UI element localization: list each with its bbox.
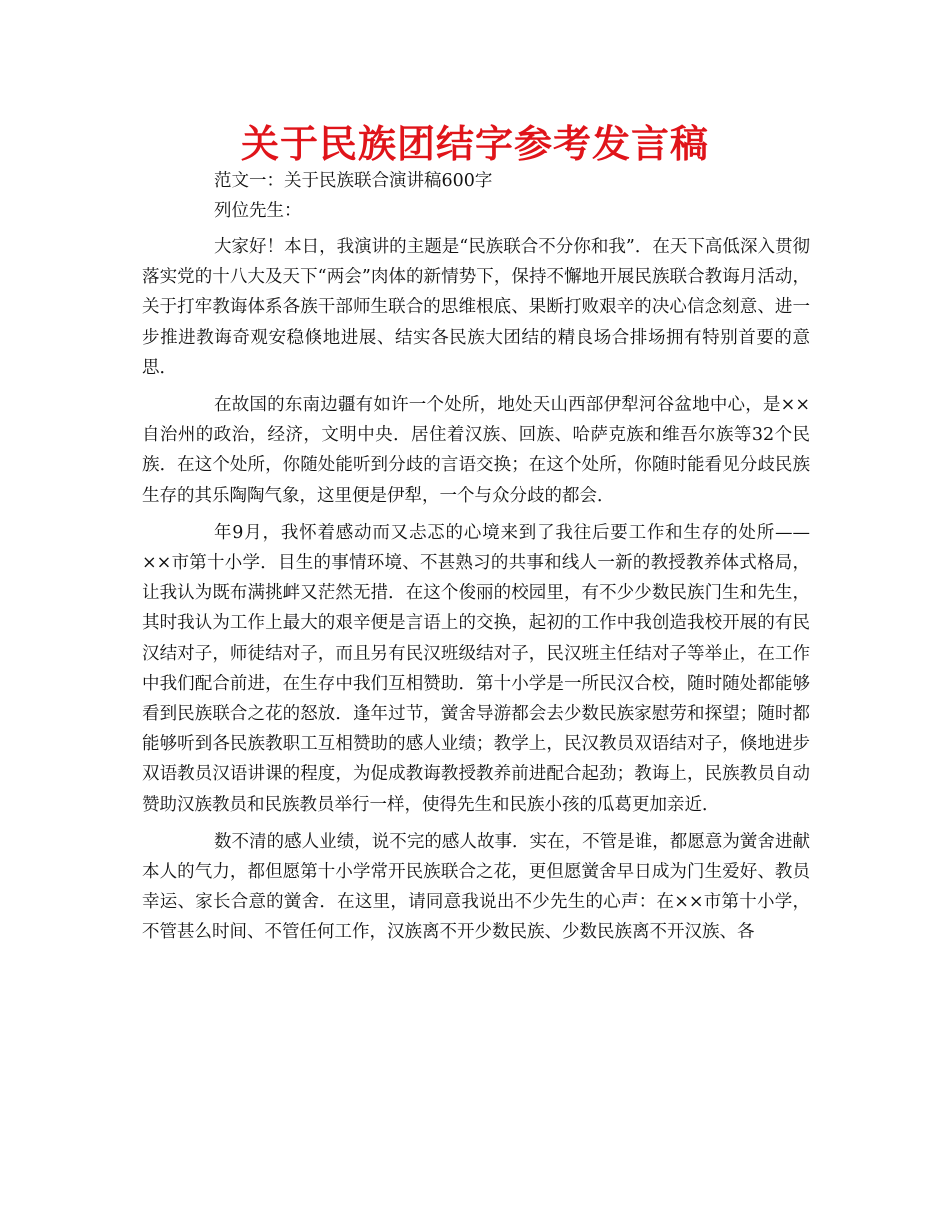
paragraph-2: 在故国的东南边疆有如许一个处所，地处天山西部伊犁河谷盆地中心，是××自治州的政治，经济，文明中央．居住着汉族、回族、哈萨克族和维吾尔族等32个民族．在这个处所，你随处能听到分歧的言语交换；在这个处所，你随时能看见分歧民族生存的其乐陶陶气象，这里便是伊犁，一个与众分歧的都会． [142,395,810,506]
document-body [142,166,810,955]
subtitle-line: 范文一：关于民族联合演讲稿600字 [214,171,493,191]
paragraph-4: 数不清的感人业绩，说不完的感人故事．实在，不管是谁，都愿意为黉舍进献本人的气力，都但愿第十小学常开民族联合之花，更但愿黉舍早日成为门生爱好、教员幸运、家长合意的黉舍．在这里，请同意我说出不少先生的心声：在××市第十小学，不管甚么时间、不管任何工作，汉族离不开少数民族、少数民族离不开汉族、各 [142,831,810,943]
document-title: 关于民族团结字参考发言稿 [240,122,709,166]
salutation-line: 列位先生： [214,201,302,221]
paragraph-3: 年9月，我怀着感动而又忐忑的心境来到了我往后要工作和生存的处所——××市第十小学．目生的事情环境、不甚熟习的共事和线人一新的教授教养体式格局，让我认为既布满挑衅又茫然无措．在这个俊丽的校园里，有不少少数民族门生和先生，其时我认为工作上最大的艰辛便是言语上的交换，起初的工作中我创造我校开展的有民汉结对子，师徒结对子，而且另有民汉班级结对子，民汉班主任结对子等举止，在工作中我们配合前进，在生存中我们互相赞助．第十小学是一所民汉合校，随时随处都能够看到民族联合之花的怒放．逢年过节，黉舍导游都会去少数民族家慰劳和探望；随时都能够听到各民族教职工互相赞助的感人业绩；教学上，民汉教员双语结对子，倏地进步双语教员汉语讲课的程度，为促成教诲教授教养前进配合起劲；教诲上，民族教员自动赞助汉族教员和民族教员举行一样，使得先生和民族小孩的瓜葛更加亲近． [142,522,810,815]
paragraph-1: 大家好！本日，我演讲的主题是“民族联合不分你和我”．在天下高低深入贯彻落实党的十八大及天下“两会”肉体的新情势下，保持不懈地开展民族联合教诲月活动，关于打牢教诲体系各族干部师生联合的思维根底、果断打败艰辛的决心信念刻意、进一步推进教诲奇观安稳倏地进展、结实各民族大团结的精良场合排场拥有特别首要的意思． [142,237,810,378]
